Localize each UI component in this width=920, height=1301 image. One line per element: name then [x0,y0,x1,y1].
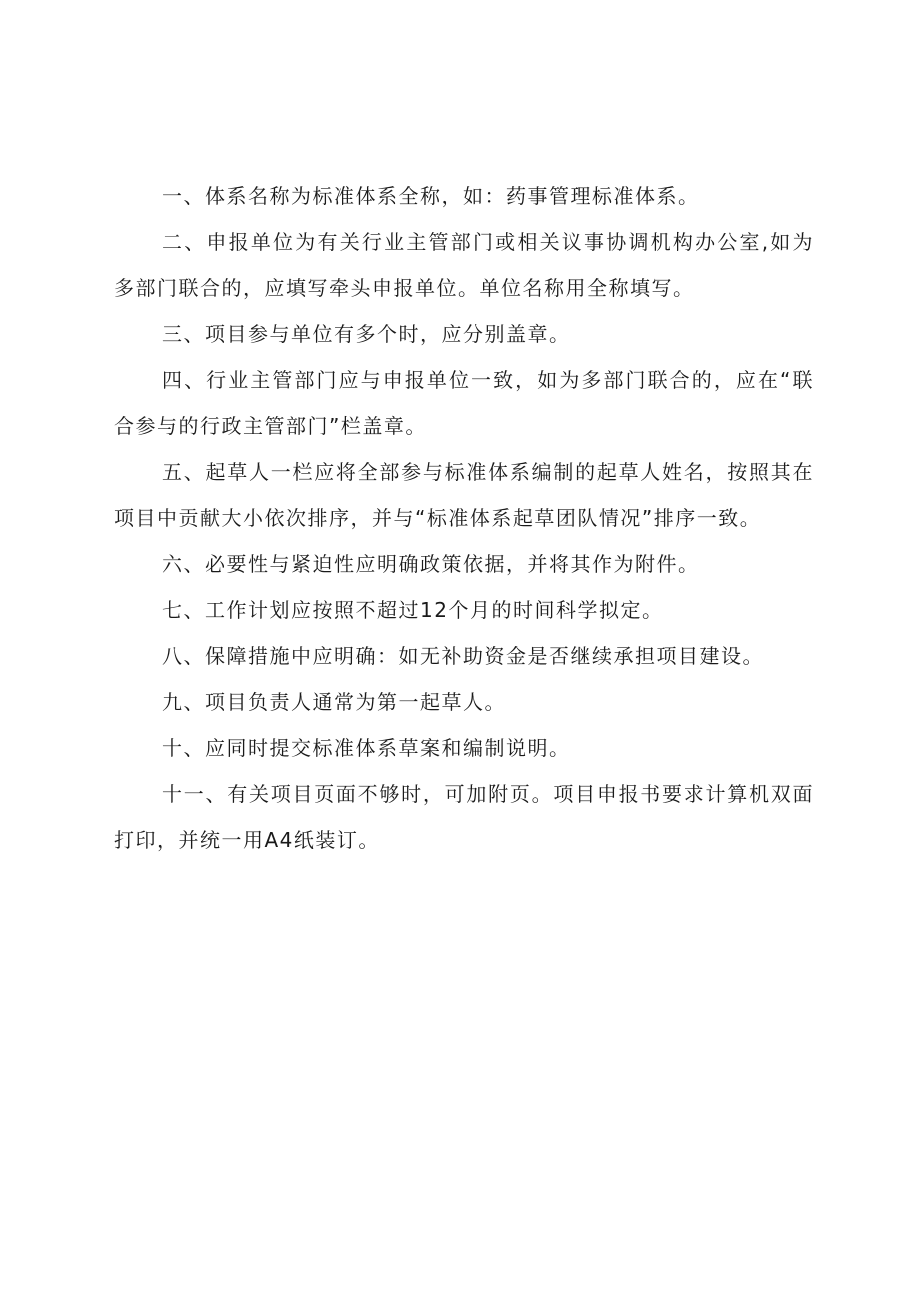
note-3: 三、项目参与单位有多个时，应分别盖章。 [162,322,571,346]
note-2: 二、申报单位为有关行业主管部门或相关议事协调机构办公室,如为多部门联合的，应填写牵头申报单位。单位名称用全称填写。 [114,230,814,300]
note-7: 七、工作计划应按照不超过12个月的时间科学拟定。 [162,598,664,622]
note-1: 一、体系名称为标准体系全称，如：药事管理标准体系。 [162,184,700,208]
note-9: 九、项目负责人通常为第一起草人。 [162,690,506,714]
instructions-body [114,173,814,863]
note-10: 十、应同时提交标准体系草案和编制说明。 [162,736,571,760]
note-8: 八、保障措施中应明确：如无补助资金是否继续承担项目建设。 [162,644,764,668]
note-4: 四、行业主管部门应与申报单位一致，如为多部门联合的，应在“联合参与的行政主管部门”栏盖章。 [114,368,814,438]
note-6: 六、必要性与紧迫性应明确政策依据，并将其作为附件。 [162,552,700,576]
note-5: 五、起草人一栏应将全部参与标准体系编制的起草人姓名，按照其在项目中贡献大小依次排序，并与“标准体系起草团队情况”排序一致。 [114,460,814,530]
note-11: 十一、有关项目页面不够时，可加附页。项目申报书要求计算机双面打印，并统一用A4纸装订。 [114,782,814,852]
